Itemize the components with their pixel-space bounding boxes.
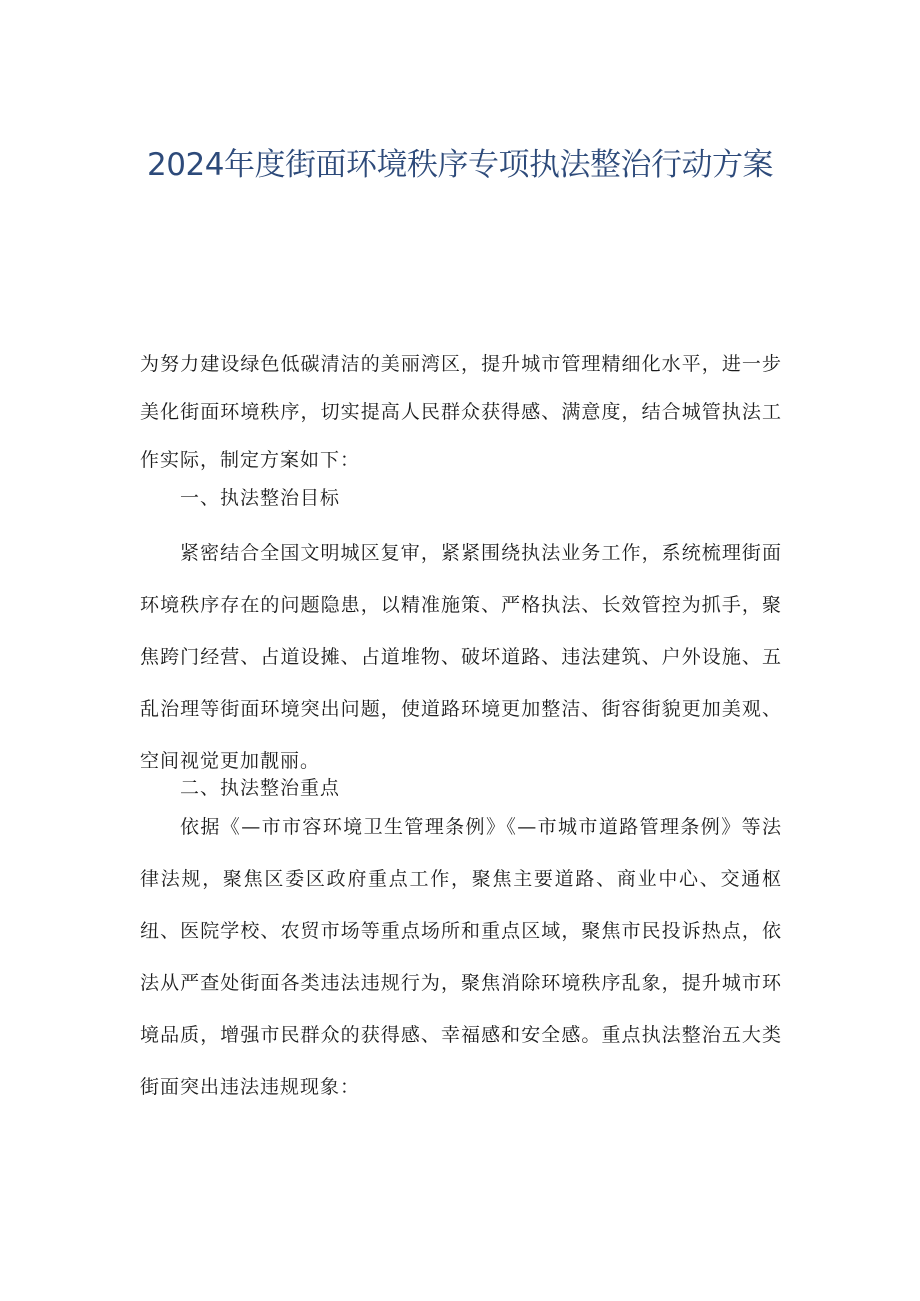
document-title: 2024年度街面环境秩序专项执法整治行动方案 — [147, 147, 773, 183]
section-paragraph-focus: 依据《—市市容环境卫生管理条例》《—市城市道路管理条例》等法律法规，聚焦区委区政府重点工作，聚焦主要道路、商业中心、交通枢纽、医院学校、农贸市场等重点场所和重点区域，聚焦市民投诉热点，依法从严查处街面各类违法违规行为，聚焦消除环境秩序乱象，提升城市环境品质，增强市民群众的获得感、幸福感和安全感。重点执法整治五大类街面突出违法违规现象： — [140, 816, 782, 1098]
section-heading-goals: 一、执法整治目标 — [180, 487, 341, 509]
section-heading-focus: 二、执法整治重点 — [180, 777, 341, 799]
section-paragraph-goals: 紧密结合全国文明城区复审，紧紧围绕执法业务工作，系统梳理街面环境秩序存在的问题隐患，以精准施策、严格执法、长效管控为抓手，聚焦跨门经营、占道设摊、占道堆物、破坏道路、违法建筑、户外设施、五乱治理等街面环境突出问题，使道路环境更加整洁、街容街貌更加美观、空间视觉更加靓丽。 — [140, 542, 782, 772]
intro-paragraph: 为努力建设绿色低碳清洁的美丽湾区，提升城市管理精细化水平，进一步美化街面环境秩序，切实提高人民群众获得感、满意度，结合城管执法工作实际，制定方案如下： — [140, 353, 782, 471]
